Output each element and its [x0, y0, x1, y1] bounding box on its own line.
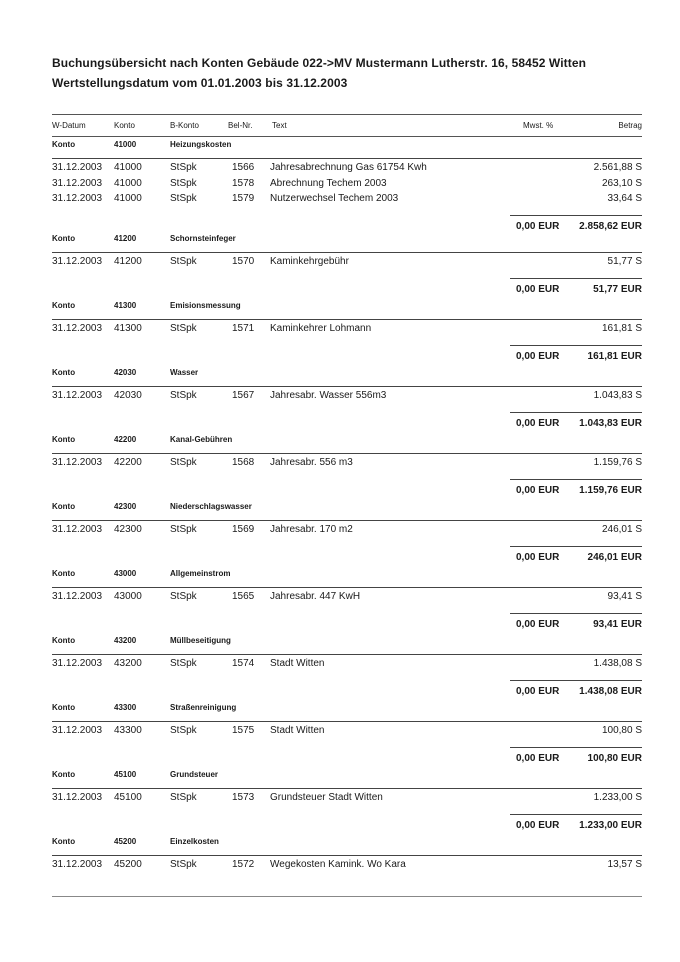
account-label: Konto — [52, 368, 76, 377]
entry-list — [0, 792, 680, 808]
entry-bkonto: StSpk — [170, 323, 197, 334]
account-rule — [52, 453, 642, 454]
account-section — [0, 837, 680, 897]
table-row — [0, 323, 680, 339]
entry-list — [0, 390, 680, 406]
table-row — [0, 178, 680, 194]
subtotal-betrag: 1.233,00 EUR — [579, 819, 642, 831]
entry-date: 31.12.2003 — [52, 193, 103, 204]
subtotal-rule — [510, 680, 642, 681]
account-label: Konto — [52, 140, 76, 149]
entry-konto: 45100 — [114, 792, 142, 803]
entry-date: 31.12.2003 — [52, 390, 103, 401]
entry-belnr: 1578 — [232, 177, 255, 189]
account-label: Konto — [52, 435, 76, 444]
header-top-rule — [52, 114, 642, 115]
entry-betrag: 263,10 S — [601, 177, 642, 189]
account-name: Straßenreinigung — [170, 703, 237, 712]
entry-konto: 41000 — [114, 162, 142, 173]
table-row — [0, 390, 680, 406]
entry-text: Jahresabr. 170 m2 — [270, 524, 353, 535]
account-header — [0, 140, 680, 154]
entry-bkonto: StSpk — [170, 457, 197, 468]
subtotal-row — [0, 686, 680, 700]
account-name: Niederschlagswasser — [170, 502, 252, 511]
account-label: Konto — [52, 703, 76, 712]
account-name: Heizungskosten — [170, 140, 232, 149]
subtotal-betrag: 51,77 EUR — [593, 283, 642, 295]
entry-bkonto: StSpk — [170, 390, 197, 401]
entry-konto: 41000 — [114, 193, 142, 204]
entry-betrag: 161,81 S — [601, 323, 642, 334]
entry-bkonto: StSpk — [170, 658, 197, 669]
table-row — [0, 193, 680, 209]
subtotal-mwst: 0,00 EUR — [516, 618, 560, 630]
subtotal-rule — [510, 215, 642, 216]
account-header — [0, 703, 680, 717]
entry-bkonto: StSpk — [170, 591, 197, 602]
entry-belnr: 1569 — [232, 524, 255, 535]
account-number: 43000 — [114, 569, 137, 578]
entry-list — [0, 725, 680, 741]
account-name: Kanal-Gebühren — [170, 435, 233, 444]
account-rule — [52, 855, 642, 856]
table-row — [0, 524, 680, 540]
account-rule — [52, 319, 642, 320]
account-section — [0, 770, 680, 837]
entry-date: 31.12.2003 — [52, 524, 103, 535]
entry-betrag: 33,64 S — [607, 193, 642, 204]
account-name: Einzelkosten — [170, 837, 219, 846]
subtotal-row — [0, 820, 680, 834]
column-header-betrag: Betrag — [618, 121, 642, 130]
subtotal-mwst: 0,00 EUR — [516, 484, 560, 496]
subtotal-row — [0, 552, 680, 566]
account-label: Konto — [52, 837, 76, 846]
account-section — [0, 234, 680, 301]
entry-list — [0, 658, 680, 674]
entry-konto: 42030 — [114, 390, 142, 401]
account-number: 42300 — [114, 502, 137, 511]
entry-text: Jahresabr. 556 m3 — [270, 457, 353, 468]
entry-list — [0, 859, 680, 875]
entry-betrag: 1.043,83 S — [593, 390, 642, 401]
table-row — [0, 725, 680, 741]
entry-betrag: 246,01 S — [601, 524, 642, 535]
entry-date: 31.12.2003 — [52, 725, 103, 736]
account-section — [0, 140, 680, 234]
subtotal-mwst: 0,00 EUR — [516, 551, 560, 563]
subtotal-row — [0, 753, 680, 767]
entry-konto: 42200 — [114, 457, 142, 468]
entry-betrag: 100,80 S — [601, 725, 642, 736]
account-name: Schornsteinfeger — [170, 234, 236, 243]
entry-belnr: 1575 — [232, 725, 255, 736]
table-row — [0, 162, 680, 178]
subtotal-row — [0, 619, 680, 633]
column-header-konto: Konto — [114, 121, 135, 130]
entry-date: 31.12.2003 — [52, 591, 103, 602]
entry-list — [0, 524, 680, 540]
subtotal-row — [0, 221, 680, 235]
account-rule — [52, 721, 642, 722]
account-name: Müllbeseitigung — [170, 636, 231, 645]
account-header — [0, 636, 680, 650]
account-header — [0, 502, 680, 516]
subtotal-mwst: 0,00 EUR — [516, 417, 560, 429]
entry-bkonto: StSpk — [170, 256, 197, 267]
account-rule — [52, 158, 642, 159]
account-number: 41300 — [114, 301, 137, 310]
subtotal-betrag: 2.858,62 EUR — [579, 220, 642, 232]
account-number: 45100 — [114, 770, 137, 779]
account-label: Konto — [52, 502, 76, 511]
entry-date: 31.12.2003 — [52, 457, 103, 468]
entry-list — [0, 162, 680, 209]
entry-bkonto: StSpk — [170, 524, 197, 535]
entry-belnr: 1568 — [232, 457, 255, 468]
subtotal-rule — [510, 278, 642, 279]
entry-bkonto: StSpk — [170, 162, 197, 173]
entry-konto: 41300 — [114, 323, 142, 334]
subtotal-betrag: 93,41 EUR — [593, 618, 642, 630]
account-number: 41000 — [114, 140, 137, 149]
account-section — [0, 703, 680, 770]
account-label: Konto — [52, 636, 76, 645]
entry-text: Grundsteuer Stadt Witten — [270, 792, 383, 803]
account-section — [0, 569, 680, 636]
account-section — [0, 368, 680, 435]
account-number: 41200 — [114, 234, 137, 243]
entry-list — [0, 457, 680, 473]
entry-betrag: 1.159,76 S — [593, 457, 642, 468]
column-header-bkonto: B-Konto — [170, 121, 199, 130]
entry-text: Jahresabr. Wasser 556m3 — [270, 390, 387, 401]
entry-text: Wegekosten Kamink. Wo Kara — [270, 859, 406, 870]
account-header — [0, 435, 680, 449]
entry-date: 31.12.2003 — [52, 859, 103, 870]
subtotal-rule — [510, 814, 642, 815]
entry-date: 31.12.2003 — [52, 256, 103, 267]
entry-konto: 43200 — [114, 658, 142, 669]
entry-konto: 45200 — [114, 859, 142, 870]
account-number: 43300 — [114, 703, 137, 712]
account-header — [0, 569, 680, 583]
account-rule — [52, 520, 642, 521]
entry-bkonto: StSpk — [170, 725, 197, 736]
account-number: 42030 — [114, 368, 137, 377]
account-label: Konto — [52, 301, 76, 310]
subtotal-betrag: 1.159,76 EUR — [579, 484, 642, 496]
subtotal-betrag: 161,81 EUR — [587, 350, 642, 362]
entry-belnr: 1571 — [232, 323, 255, 334]
entry-bkonto: StSpk — [170, 177, 197, 189]
subtotal-row — [0, 284, 680, 298]
table-row — [0, 457, 680, 473]
account-label: Konto — [52, 569, 76, 578]
entry-date: 31.12.2003 — [52, 792, 103, 803]
date-range: Wertstellungsdatum vom 01.01.2003 bis 31.12.2003 — [52, 76, 348, 90]
subtotal-mwst: 0,00 EUR — [516, 283, 560, 295]
subtotal-betrag: 100,80 EUR — [587, 752, 642, 764]
account-rule — [52, 788, 642, 789]
entry-text: Kaminkehrgebühr — [270, 256, 349, 267]
account-header — [0, 301, 680, 315]
account-number: 43200 — [114, 636, 137, 645]
account-number: 42200 — [114, 435, 137, 444]
subtotal-betrag: 1.438,08 EUR — [579, 685, 642, 697]
account-header — [0, 770, 680, 784]
table-row — [0, 658, 680, 674]
entry-date: 31.12.2003 — [52, 323, 103, 334]
entry-belnr: 1567 — [232, 390, 255, 401]
entry-belnr: 1579 — [232, 193, 255, 204]
account-header — [0, 234, 680, 248]
subtotal-betrag: 246,01 EUR — [587, 551, 642, 563]
subtotal-mwst: 0,00 EUR — [516, 819, 560, 831]
table-row — [0, 792, 680, 808]
entry-bkonto: StSpk — [170, 859, 197, 870]
table-row — [0, 591, 680, 607]
account-name: Wasser — [170, 368, 199, 377]
subtotal-row — [0, 351, 680, 365]
entry-text: Jahresabr. 447 KwH — [270, 591, 361, 602]
entry-belnr: 1573 — [232, 792, 255, 803]
subtotal-rule — [510, 613, 642, 614]
entry-konto: 43000 — [114, 591, 142, 602]
entry-text: Kaminkehrer Lohmann — [270, 323, 372, 334]
entry-belnr: 1566 — [232, 162, 255, 173]
entry-date: 31.12.2003 — [52, 177, 103, 189]
header-bottom-rule — [52, 136, 642, 137]
subtotal-rule — [510, 747, 642, 748]
entry-belnr: 1565 — [232, 591, 255, 602]
entry-text: Stadt Witten — [270, 725, 325, 736]
entry-list — [0, 591, 680, 607]
account-name: Allgemeinstrom — [170, 569, 231, 578]
entry-betrag: 2.561,88 S — [593, 162, 642, 173]
entry-text: Jahresabrechnung Gas 61754 Kwh — [270, 162, 427, 173]
entry-bkonto: StSpk — [170, 792, 197, 803]
account-number: 45200 — [114, 837, 137, 846]
column-header-belnr: Bel-Nr. — [228, 121, 253, 130]
subtotal-mwst: 0,00 EUR — [516, 350, 560, 362]
subtotal-row — [0, 418, 680, 432]
account-header — [0, 837, 680, 851]
entry-date: 31.12.2003 — [52, 162, 103, 173]
account-header — [0, 368, 680, 382]
page-bottom-rule — [52, 896, 642, 897]
entry-betrag: 93,41 S — [607, 591, 642, 602]
entry-konto: 42300 — [114, 524, 142, 535]
entry-list — [0, 323, 680, 339]
account-name: Grundsteuer — [170, 770, 219, 779]
column-header-date: W-Datum — [52, 121, 86, 130]
entry-belnr: 1574 — [232, 658, 255, 669]
subtotal-rule — [510, 546, 642, 547]
subtotal-row — [0, 485, 680, 499]
entry-text: Nutzerwechsel Techem 2003 — [270, 193, 399, 204]
entry-belnr: 1570 — [232, 256, 255, 267]
entry-list — [0, 256, 680, 272]
subtotal-mwst: 0,00 EUR — [516, 685, 560, 697]
account-section — [0, 301, 680, 368]
column-header-text: Text — [272, 121, 287, 130]
column-header-mwst: Mwst. % — [523, 121, 554, 130]
entry-text: Stadt Witten — [270, 658, 325, 669]
document-title: Buchungsübersicht nach Konten Gebäude 022->MV Mustermann Lutherstr. 16, 58452 Witten — [52, 56, 587, 70]
entry-bkonto: StSpk — [170, 193, 197, 204]
entry-betrag: 13,57 S — [607, 859, 642, 870]
subtotal-rule — [510, 412, 642, 413]
subtotal-rule — [510, 345, 642, 346]
subtotal-rule — [510, 479, 642, 480]
entry-belnr: 1572 — [232, 859, 255, 870]
table-row — [0, 859, 680, 875]
entry-text: Abrechnung Techem 2003 — [270, 177, 387, 189]
subtotal-betrag: 1.043,83 EUR — [579, 417, 642, 429]
entry-konto: 41200 — [114, 256, 142, 267]
account-rule — [52, 587, 642, 588]
account-rule — [52, 654, 642, 655]
subtotal-mwst: 0,00 EUR — [516, 752, 560, 764]
account-label: Konto — [52, 234, 76, 243]
table-row — [0, 256, 680, 272]
account-name: Emisionsmessung — [170, 301, 241, 310]
account-rule — [52, 252, 642, 253]
entry-date: 31.12.2003 — [52, 658, 103, 669]
account-sections — [0, 140, 680, 897]
account-rule — [52, 386, 642, 387]
column-header-row — [0, 121, 680, 135]
subtotal-mwst: 0,00 EUR — [516, 220, 560, 232]
entry-konto: 41000 — [114, 177, 142, 189]
entry-betrag: 51,77 S — [607, 256, 642, 267]
entry-konto: 43300 — [114, 725, 142, 736]
account-section — [0, 502, 680, 569]
account-section — [0, 435, 680, 502]
account-section — [0, 636, 680, 703]
entry-betrag: 1.233,00 S — [593, 792, 642, 803]
account-label: Konto — [52, 770, 76, 779]
entry-betrag: 1.438,08 S — [593, 658, 642, 669]
